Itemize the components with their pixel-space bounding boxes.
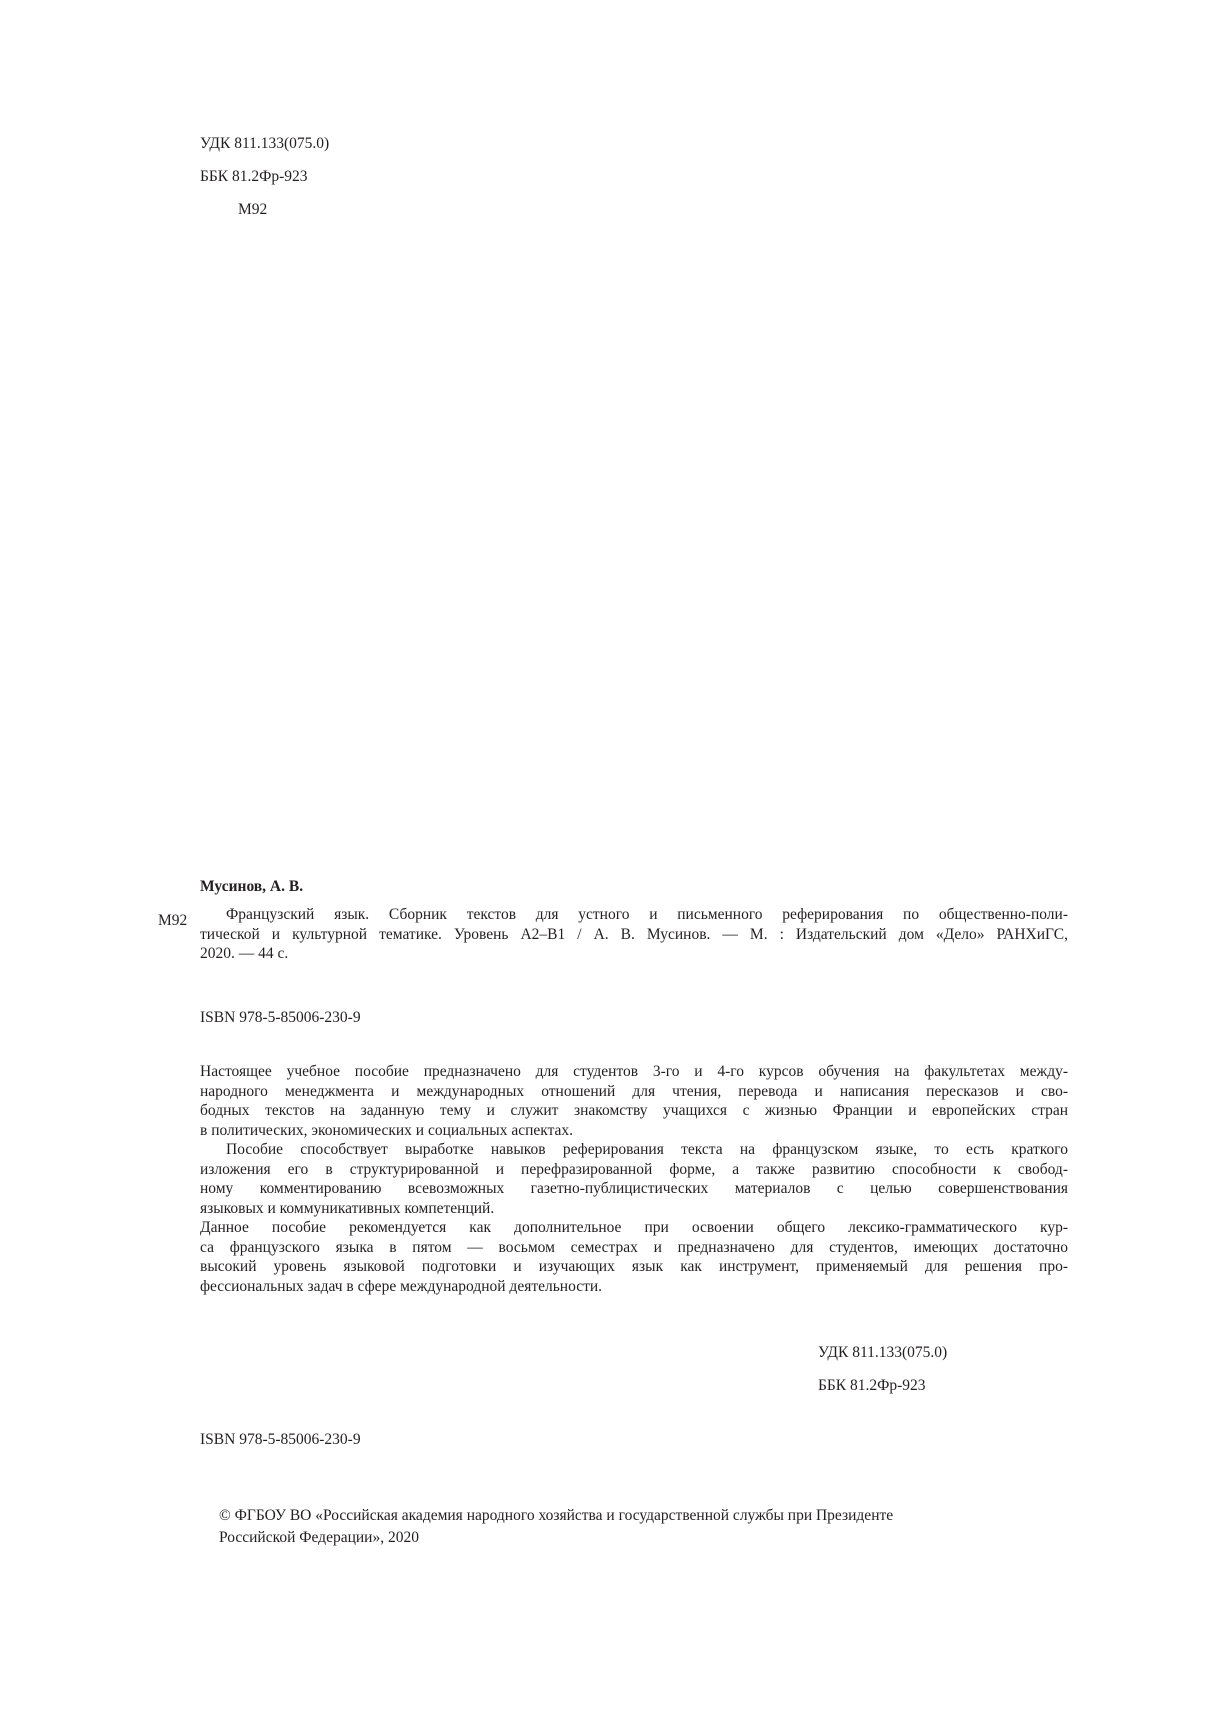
annotation-line: народного менеджмента и международных отношений для чтения, перевода и написания пересказов и сво-	[200, 1082, 1068, 1100]
udk-code-top: УДК 811.133(075.0)	[200, 135, 330, 152]
annotation-line: высокий уровень языковой подготовки и изучающих язык как инструмент, применяемый для решения про-	[200, 1258, 1068, 1275]
author-mark-top: М92	[238, 201, 268, 218]
annotation-line: в политических, экономических и социальных аспектах.	[200, 1121, 574, 1139]
copyright-notice	[219, 1505, 1079, 1549]
bbk-code-bottom: ББК 81.2Фр-923	[818, 1377, 926, 1394]
author-mark-entry: М92	[158, 912, 188, 929]
copyright-line: Российской Федерации», 2020	[219, 1529, 419, 1546]
author-name: Мусинов, А. В.	[200, 878, 304, 895]
annotation-line: языковых и коммуникативных компетенций.	[200, 1199, 495, 1217]
bibliographic-line: Французский язык. Сборник текстов для устного и письменного реферирования по общественно-поли-	[226, 906, 1068, 923]
annotation-line: Данное пособие рекомендуется как дополнительное при освоении общего лексико-грамматического кур-	[200, 1219, 1068, 1236]
annotation-line: бодных текстов на заданную тему и служит знакомству учащихся с жизнью Франции и европейских стран	[200, 1102, 1068, 1119]
annotation	[200, 1062, 1068, 1296]
bibliographic-description	[200, 905, 1068, 964]
annotation-line: фессиональных задач в сфере международной деятельности.	[200, 1277, 603, 1295]
annotation-line: изложения его в структурированной и перефразированной форме, а также развитию способности к свобод-	[200, 1160, 1068, 1178]
isbn-entry: ISBN 978-5-85006-230-9	[200, 1009, 361, 1026]
copyright-line: © ФГБОУ ВО «Российская академия народного хозяйства и государственной службы при Президенте	[219, 1507, 894, 1524]
udk-code-bottom: УДК 811.133(075.0)	[818, 1344, 948, 1361]
annotation-line: са французского языка в пятом — восьмом семестрах и предназначено для студентов, имеющих достаточно	[200, 1238, 1068, 1256]
bibliographic-line: 2020. — 44 с.	[200, 945, 289, 962]
bbk-code-top: ББК 81.2Фр-923	[200, 168, 308, 185]
isbn-bottom: ISBN 978-5-85006-230-9	[200, 1431, 361, 1448]
annotation-line: Пособие способствует выработке навыков реферирования текста на французском языке, то есть краткого	[226, 1141, 1068, 1158]
annotation-line: ному комментированию всевозможных газетно-публицистических материалов с целью совершенствования	[200, 1180, 1068, 1197]
bibliographic-line: тической и культурной тематике. Уровень А2–В1 / А. В. Мусинов. — М. : Издательский дом «Дело» РАНХиГС,	[200, 925, 1068, 943]
annotation-line: Настоящее учебное пособие предназначено для студентов 3-го и 4-го курсов обучения на факультетах между-	[200, 1063, 1068, 1080]
